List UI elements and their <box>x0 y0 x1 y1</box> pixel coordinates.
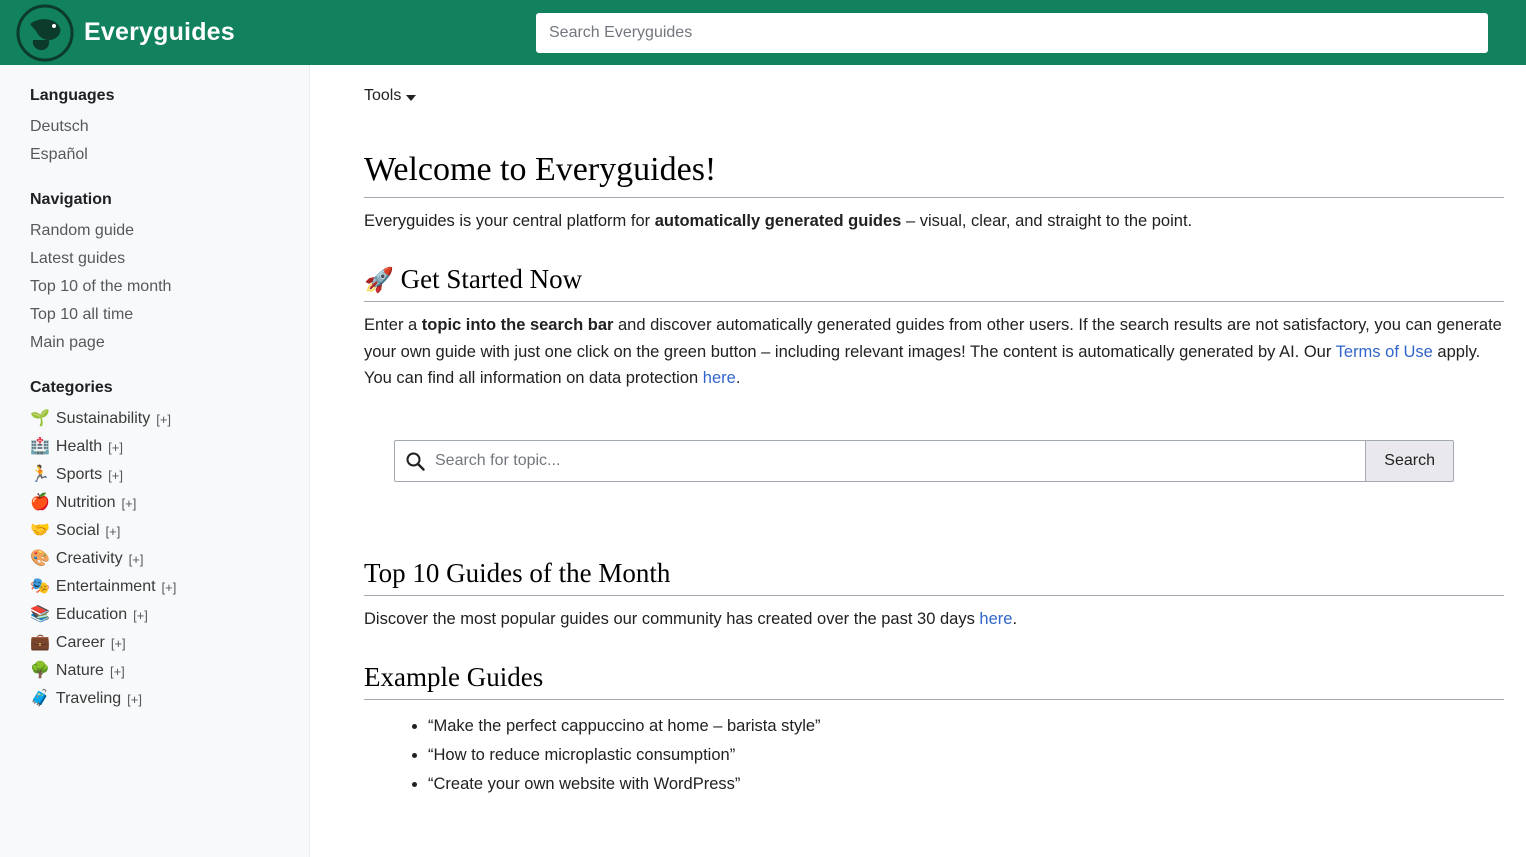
list-item: • “How to reduce microplastic consumption” <box>428 741 1504 770</box>
sidebar-heading-categories: Categories <box>30 379 113 396</box>
example-guides-list <box>364 712 1504 799</box>
nutrition-icon: 🍎 <box>30 494 50 511</box>
sidebar-item-top-10-all-time[interactable]: Top 10 all time <box>30 306 134 323</box>
intro-text-pre: Everyguides is your central platform for <box>364 212 655 230</box>
top-header-bar <box>0 0 1526 65</box>
brand-area[interactable] <box>16 4 536 62</box>
get-started-heading <box>364 264 1504 302</box>
list-item: • “Create your own website with WordPress” <box>428 770 1504 799</box>
expand-toggle[interactable]: [+] <box>105 523 121 539</box>
sidebar-item-top-10-month[interactable]: Top 10 of the month <box>30 278 172 295</box>
top10-here-link[interactable]: here <box>979 609 1013 628</box>
topic-search-wrap[interactable] <box>394 440 1366 482</box>
sidebar-category-career[interactable] <box>0 629 309 657</box>
sidebar-category-entertainment[interactable] <box>0 573 309 601</box>
topic-search-input[interactable] <box>433 441 1355 481</box>
get-started-title: Get Started Now <box>400 264 583 295</box>
nature-icon: 🌳 <box>30 662 50 679</box>
page-title: Welcome to Everyguides! <box>364 151 1504 198</box>
sidebar-heading-navigation: Navigation <box>30 191 112 208</box>
gs-text-mid: apply. You can find all information on data protection <box>364 342 1481 388</box>
rocket-icon: 🚀 <box>364 268 394 295</box>
sports-icon: 🏃 <box>30 466 50 483</box>
brand-name: Everyguides <box>84 18 235 46</box>
sidebar-item-main-page[interactable]: Main page <box>30 334 105 351</box>
expand-toggle[interactable]: [+] <box>110 635 126 651</box>
topic-search-row <box>394 440 1454 482</box>
education-icon: 📚 <box>30 606 50 623</box>
expand-toggle[interactable]: [+] <box>156 411 172 427</box>
sidebar-category-social[interactable] <box>0 517 309 545</box>
sidebar-item-espanol[interactable]: Español <box>30 146 88 163</box>
intro-paragraph <box>364 208 1504 234</box>
chevron-down-icon <box>406 95 416 101</box>
expand-toggle[interactable]: [+] <box>108 439 123 455</box>
sidebar-item-latest-guides[interactable]: Latest guides <box>30 250 126 267</box>
examples-heading: Example Guides <box>364 662 1504 700</box>
tools-dropdown[interactable] <box>364 87 416 105</box>
sidebar-category-education[interactable] <box>0 601 309 629</box>
main-content <box>310 65 1526 857</box>
top10-text-pre: Discover the most popular guides our community has created over the past 30 days <box>364 609 980 628</box>
sidebar-category-traveling[interactable] <box>0 685 309 713</box>
top10-heading: Top 10 Guides of the Month <box>364 558 1504 596</box>
sidebar-section-navigation <box>0 191 309 357</box>
sidebar-item-deutsch[interactable]: Deutsch <box>30 118 89 135</box>
expand-toggle[interactable]: [+] <box>108 467 123 483</box>
sidebar-section-languages <box>0 87 309 169</box>
creativity-icon: 🎨 <box>30 550 50 567</box>
sidebar-category-label: Nature <box>55 662 104 679</box>
global-search-wrap <box>536 13 1510 53</box>
search-icon <box>405 451 425 471</box>
list-item: • “Make the perfect cappuccino at home – barista style” <box>428 712 1504 741</box>
gs-text-bold: topic into the search bar <box>421 316 614 335</box>
sidebar-category-label: Sports <box>55 466 103 483</box>
sidebar-category-label: Creativity <box>55 550 123 567</box>
expand-toggle[interactable]: [+] <box>161 579 177 595</box>
expand-toggle[interactable]: [+] <box>128 551 144 567</box>
sidebar-category-label: Sustainability <box>55 410 151 427</box>
global-search-input[interactable] <box>536 13 1488 53</box>
top10-text-post: . <box>1012 609 1018 628</box>
health-icon: 🏥 <box>30 438 50 455</box>
gs-text-pre: Enter a <box>364 316 422 335</box>
sidebar-category-label: Health <box>55 438 103 455</box>
expand-toggle[interactable]: [+] <box>127 691 142 707</box>
get-started-paragraph <box>364 312 1504 391</box>
social-icon: 🤝 <box>30 522 50 539</box>
sidebar-category-label: Traveling <box>55 690 122 707</box>
bird-logo-icon <box>16 4 74 62</box>
sidebar-category-nutrition[interactable] <box>0 489 309 517</box>
sidebar-category-creativity[interactable] <box>0 545 309 573</box>
sidebar-category-nature[interactable] <box>0 657 309 685</box>
gs-text-end: . <box>735 369 741 388</box>
sidebar-category-sustainability[interactable] <box>0 405 309 433</box>
expand-toggle[interactable]: [+] <box>133 607 148 623</box>
sidebar-category-label: Social <box>55 522 100 539</box>
intro-text-bold: automatically generated guides <box>654 212 902 230</box>
sidebar-heading-languages: Languages <box>30 87 115 104</box>
sidebar-section-categories <box>0 379 309 713</box>
page-layout <box>0 65 1526 857</box>
traveling-icon: 🧳 <box>30 690 50 707</box>
search-button[interactable]: Search <box>1366 440 1454 482</box>
top10-paragraph <box>364 606 1504 632</box>
sustainability-icon: 🌱 <box>30 410 50 427</box>
tools-label: Tools <box>364 87 402 104</box>
expand-toggle[interactable]: [+] <box>121 495 137 511</box>
entertainment-icon: 🎭 <box>30 578 50 595</box>
data-protection-here-link[interactable]: here <box>702 369 736 388</box>
intro-text-post: – visual, clear, and straight to the point. <box>901 212 1193 230</box>
gs-text-post: and discover automatically generated guides from other users. If the search results are not satisfactory, you can generate your own guide with just one click on the green button – including relevant images! The content is automatically generated by AI. Our <box>364 316 1502 361</box>
sidebar-category-label: Entertainment <box>55 578 156 595</box>
sidebar-category-sports[interactable] <box>0 461 309 489</box>
sidebar-category-health[interactable] <box>0 433 309 461</box>
expand-toggle[interactable]: [+] <box>109 663 125 679</box>
sidebar <box>0 65 310 857</box>
sidebar-category-label: Nutrition <box>55 494 116 511</box>
sidebar-category-label: Career <box>55 634 105 651</box>
sidebar-item-random-guide[interactable]: Random guide <box>30 222 135 239</box>
sidebar-category-label: Education <box>55 606 128 623</box>
terms-of-use-link[interactable]: Terms of Use <box>1335 342 1433 361</box>
career-icon: 💼 <box>30 634 50 651</box>
